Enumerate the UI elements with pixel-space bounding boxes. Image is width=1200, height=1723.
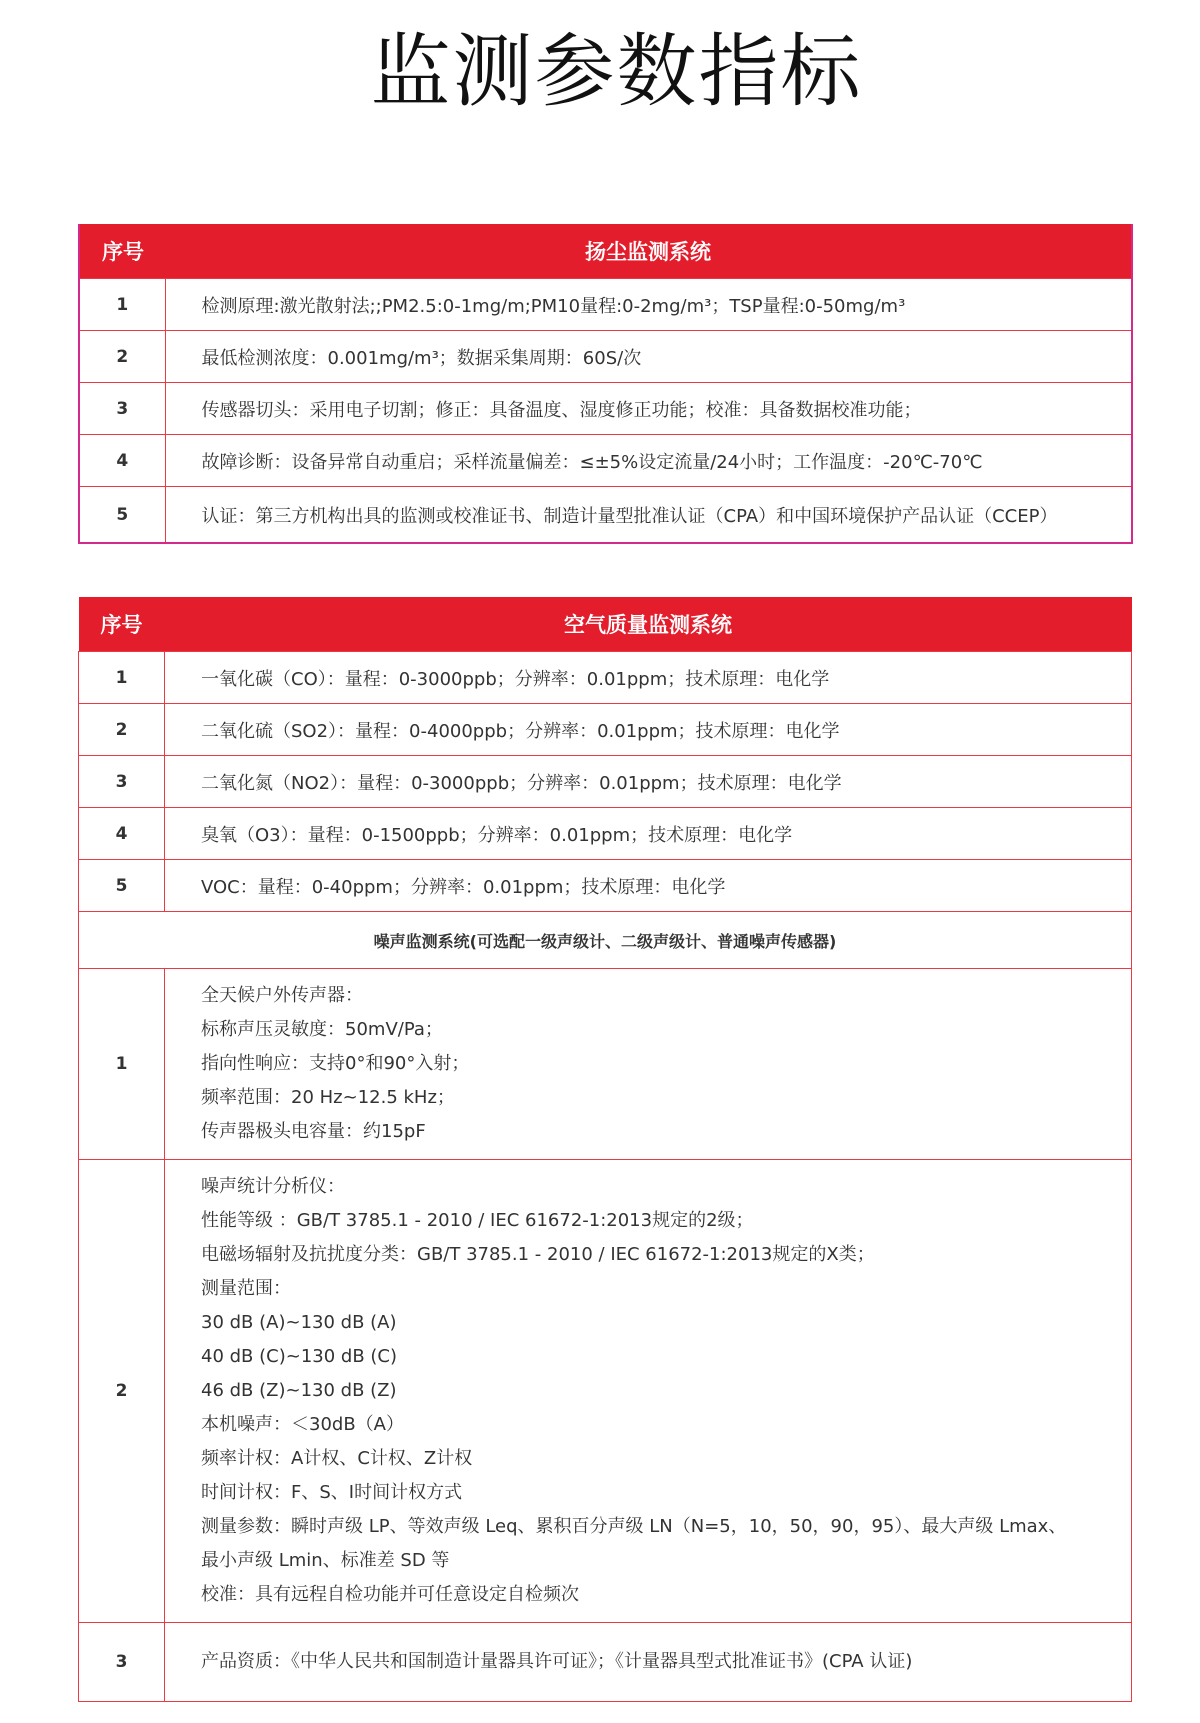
row-text <box>165 1623 1132 1702</box>
text-line: 标称声压灵敏度：50mV/Pa； <box>201 1019 443 1040</box>
table-row <box>79 383 1132 435</box>
table-header-row <box>79 224 1132 279</box>
text-line: 本机噪声：＜30dB（A） <box>201 1414 404 1435</box>
row-text: 传感器切头：采用电子切割；修正：具备温度、湿度修正功能；校准：具备数据校准功能； <box>165 383 1132 435</box>
table-row <box>79 1623 1132 1702</box>
text-line: 指向性响应：支持0°和90°入射； <box>201 1053 470 1074</box>
row-text: 检测原理:激光散射法;;PM2.5:0-1mg/m;PM10量程:0-2mg/m³；TSP量程:0-50mg/m³ <box>165 279 1132 331</box>
text-line: 46 dB (Z)~130 dB (Z) <box>201 1380 397 1401</box>
table-row <box>79 279 1132 331</box>
text-line: 30 dB (A)~130 dB (A) <box>201 1312 397 1333</box>
column-header-system: 空气质量监测系统 <box>165 597 1132 652</box>
row-text: 最低检测浓度：0.001mg/m³；数据采集周期：60S/次 <box>165 331 1132 383</box>
table-row <box>79 704 1132 756</box>
row-number: 2 <box>79 1160 165 1623</box>
noise-subheader-row <box>79 912 1132 969</box>
row-text <box>165 1160 1132 1623</box>
column-header-system: 扬尘监测系统 <box>165 224 1132 279</box>
text-line: 传声器极头电容量：约15pF <box>201 1121 426 1142</box>
noise-section-title: 噪声监测系统(可选配一级声级计、二级声级计、普通噪声传感器) <box>79 912 1132 969</box>
table-row <box>79 860 1132 912</box>
row-text <box>165 969 1132 1160</box>
page-title: 监测参数指标 <box>370 25 863 118</box>
row-number: 2 <box>79 331 165 383</box>
text-line: 噪声统计分析仪： <box>201 1176 345 1197</box>
column-header-seq: 序号 <box>79 597 165 652</box>
text-line: 时间计权：F、S、I时间计权方式 <box>201 1482 463 1503</box>
row-number: 1 <box>79 652 165 704</box>
row-number: 3 <box>79 756 165 808</box>
text-line: 频率范围：20 Hz~12.5 kHz； <box>201 1087 455 1108</box>
row-number: 3 <box>79 383 165 435</box>
row-number: 3 <box>79 1623 165 1702</box>
row-number: 1 <box>79 279 165 331</box>
text-line: 性能等级 ：GB/T 3785.1 - 2010 / IEC 61672-1:2013规定的2级； <box>201 1210 754 1231</box>
table-row <box>79 808 1132 860</box>
table-row <box>79 652 1132 704</box>
text-line: 最小声级 Lmin、标准差 SD 等 <box>201 1550 450 1571</box>
text-line: 40 dB (C)~130 dB (C) <box>201 1346 398 1367</box>
row-number: 5 <box>79 487 165 544</box>
dust-monitoring-table <box>78 224 1133 544</box>
row-number: 2 <box>79 704 165 756</box>
row-text: 二氧化氮（NO2）：量程：0-3000ppb；分辨率：0.01ppm；技术原理：电化学 <box>165 756 1132 808</box>
row-number: 1 <box>79 969 165 1160</box>
text-line: 测量范围： <box>201 1278 291 1299</box>
table-row <box>79 435 1132 487</box>
table-row <box>79 331 1132 383</box>
row-text: 认证：第三方机构出具的监测或校准证书、制造计量型批准认证（CPA）和中国环境保护产品认证（CCEP） <box>165 487 1132 544</box>
air-quality-table <box>78 597 1132 1702</box>
table-header-row <box>79 597 1132 652</box>
text-line: 电磁场辐射及抗扰度分类：GB/T 3785.1 - 2010 / IEC 61672-1:2013规定的X类； <box>201 1244 875 1265</box>
text-line: 校准：具有远程自检功能并可任意设定自检频次 <box>201 1584 579 1605</box>
table-row <box>79 487 1132 544</box>
column-header-seq: 序号 <box>79 224 165 279</box>
row-number: 5 <box>79 860 165 912</box>
row-text: 臭氧（O3）：量程：0-1500ppb；分辨率：0.01ppm；技术原理：电化学 <box>165 808 1132 860</box>
row-text: 二氧化硫（SO2）：量程：0-4000ppb；分辨率：0.01ppm；技术原理：电化学 <box>165 704 1132 756</box>
row-text: 故障诊断：设备异常自动重启；采样流量偏差：≤±5%设定流量/24小时；工作温度：-20℃-70℃ <box>165 435 1132 487</box>
table-row <box>79 756 1132 808</box>
text-line: 全天候户外传声器： <box>201 985 363 1006</box>
row-text: 一氧化碳（CO）：量程：0-3000ppb；分辨率：0.01ppm；技术原理：电化学 <box>165 652 1132 704</box>
row-number: 4 <box>79 435 165 487</box>
row-number: 4 <box>79 808 165 860</box>
table-row <box>79 1160 1132 1623</box>
text-line: 频率计权：A计权、C计权、Z计权 <box>201 1448 473 1469</box>
row-text: VOC：量程：0-40ppm；分辨率：0.01ppm；技术原理：电化学 <box>165 860 1132 912</box>
text-line: 测量参数：瞬时声级 LP、等效声级 Leq、累积百分声级 LN（N=5，10，50，90，95）、最大声级 Lmax、 <box>201 1516 1067 1537</box>
table-row <box>79 969 1132 1160</box>
text-line: 产品资质：《中华人民共和国制造计量器具许可证》；《计量器具型式批准证书》(CPA 认证) <box>201 1651 913 1672</box>
